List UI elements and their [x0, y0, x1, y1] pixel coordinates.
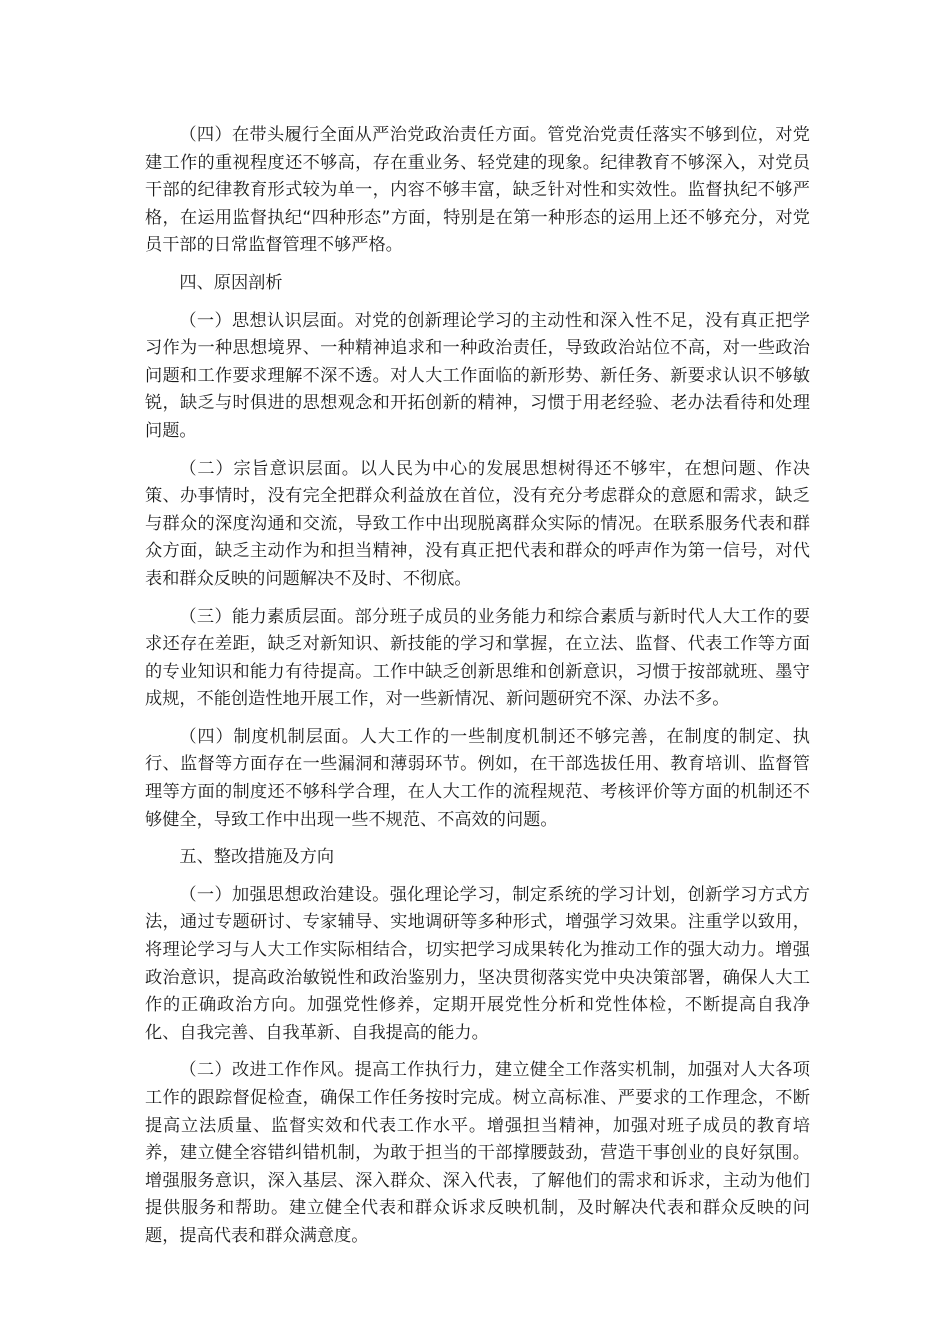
paragraph-4-responsibility: （四）在带头履行全面从严治党政治责任方面。管党治党责任落实不够到位，对党建工作的重视程度还不够高，存在重业务、轻党建的现象。纪律教育不够深入，对党员干部的纪律教育形式较为单一，内容不够丰富，缺乏针对性和实效性。监督执纪不够严格，在运用监督执纪“四种形态”方面，特别是在第一种形态的运用上还不够充分，对党员干部的日常监督管理不够严格。 [145, 125, 810, 256]
paragraph-cause-4-system: （四）制度机制层面。人大工作的一些制度机制还不够完善，在制度的制定、执行、监督等方面存在一些漏洞和薄弱环节。例如，在干部选拔任用、教育培训、监督管理等方面的制度还不够科学合理，在人大工作的流程规范、考核评价等方面的机制还不够健全，导致工作中出现一些不规范、不高效的问题。 [145, 726, 810, 830]
paragraph-measure-1-political: （一）加强思想政治建设。强化理论学习，制定系统的学习计划，创新学习方式方法，通过专题研讨、专家辅导、实地调研等多种形式，增强学习效果。注重学以致用，将理论学习与人大工作实际相结合，切实把学习成果转化为推动工作的强大动力。增强政治意识，提高政治敏锐性和政治鉴别力，坚决贯彻落实党中央决策部署，确保人大工作的正确政治方向。加强党性修养，定期开展党性分析和党性体检，不断提高自我净化、自我完善、自我革新、自我提高的能力。 [145, 884, 810, 1043]
section-heading-cause-analysis: 四、原因剖析 [179, 272, 283, 293]
paragraph-cause-3-ability: （三）能力素质层面。部分班子成员的业务能力和综合素质与新时代人大工作的要求还存在差距，缺乏对新知识、新技能的学习和掌握，在立法、监督、代表工作等方面的专业知识和能力有待提高。工作中缺乏创新思维和创新意识，习惯于按部就班、墨守成规，不能创造性地开展工作，对一些新情况、新问题研究不深、办法不多。 [145, 606, 810, 710]
paragraph-cause-2-purpose: （二）宗旨意识层面。以人民为中心的发展思想树得还不够牢，在想问题、作决策、办事情时，没有完全把群众利益放在首位，没有充分考虑群众的意愿和需求，缺乏与群众的深度沟通和交流，导致工作中出现脱离群众实际的情况。在联系服务代表和群众方面，缺乏主动作为和担当精神，没有真正把代表和群众的呼声作为第一信号，对代表和群众反映的问题解决不及时、不彻底。 [145, 458, 810, 589]
paragraph-measure-2-workstyle: （二）改进工作作风。提高工作执行力，建立健全工作落实机制，加强对人大各项工作的跟踪督促检查，确保工作任务按时完成。树立高标准、严要求的工作理念，不断提高立法质量、监督实效和代表工作水平。增强担当精神，加强对班子成员的教育培养，建立健全容错纠错机制，为敢于担当的干部撑腰鼓劲，营造干事创业的良好氛围。增强服务意识，深入基层、深入群众、深入代表，了解他们的需求和诉求，主动为他们提供服务和帮助。建立健全代表和群众诉求反映机制，及时解决代表和群众反映的问题，提高代表和群众满意度。 [145, 1060, 810, 1246]
section-heading-rectification: 五、整改措施及方向 [179, 847, 335, 868]
document-body [145, 122, 810, 1261]
paragraph-cause-1-thinking: （一）思想认识层面。对党的创新理论学习的主动性和深入性不足，没有真正把学习作为一种思想境界、一种精神追求和一种政治责任，导致政治站位不高，对一些政治问题和工作要求理解不深不透。对人大工作面临的新形势、新任务、新要求认识不够敏锐，缺乏与时俱进的思想观念和开拓创新的精神，习惯于用老经验、老办法看待和处理问题。 [145, 310, 810, 441]
